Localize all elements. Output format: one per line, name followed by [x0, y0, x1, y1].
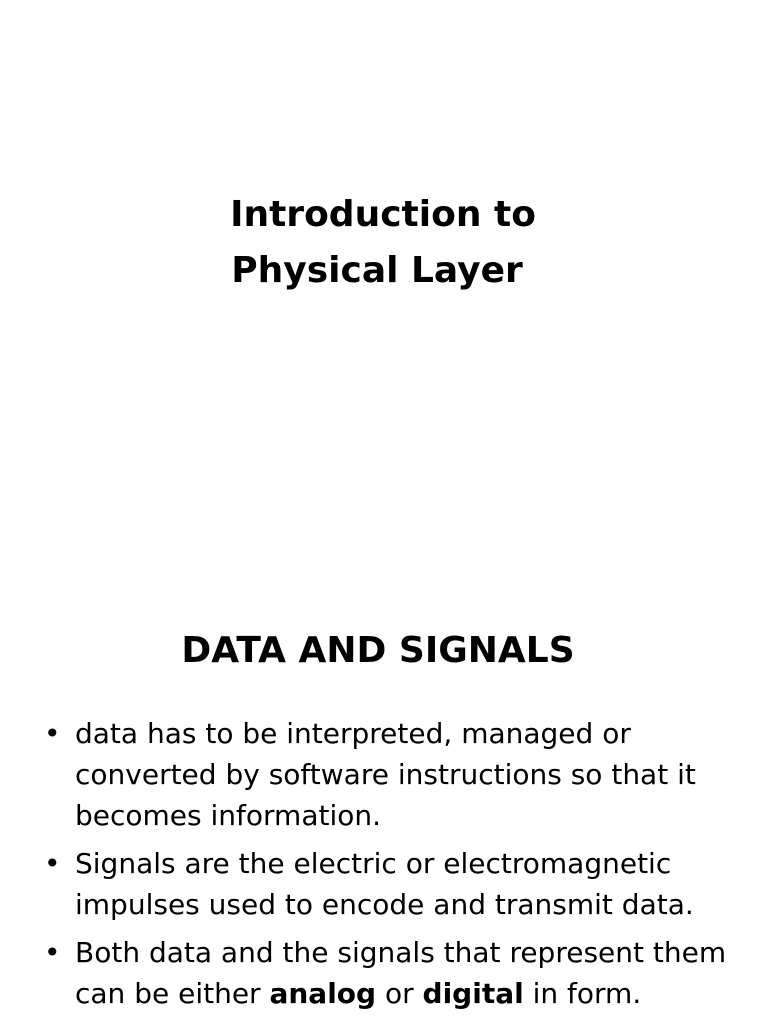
analog-term: analog	[269, 977, 377, 1010]
bullet-text-1: data has to be interpreted, managed or converted by software instructions so that it becomes information.	[75, 717, 696, 832]
bullet-text-2: Signals are the electric or electromagnetic impulses used to encode and transmit data.	[75, 847, 694, 921]
section-heading: DATA AND SIGNALS	[181, 630, 575, 671]
slide-title	[0, 187, 768, 299]
bullet-item-1	[44, 713, 744, 836]
bullet-item-2	[44, 843, 744, 925]
bullet-text-3	[75, 936, 726, 1010]
bullet-list	[44, 713, 744, 1021]
title-line-2: Physical Layer	[231, 250, 523, 291]
bullet-marker: •	[44, 936, 61, 969]
bullet-text-3-part-3: in form.	[523, 977, 642, 1010]
title-line-1: Introduction to	[230, 194, 536, 235]
bullet-marker: •	[44, 717, 61, 750]
bullet-text-3-part-2: or	[376, 977, 423, 1010]
digital-term: digital	[422, 977, 524, 1010]
bullet-text-3-part-1: Both data and the signals that represent them can be either	[75, 936, 727, 1010]
bullet-item-3	[44, 932, 744, 1014]
bullet-marker: •	[44, 847, 61, 880]
